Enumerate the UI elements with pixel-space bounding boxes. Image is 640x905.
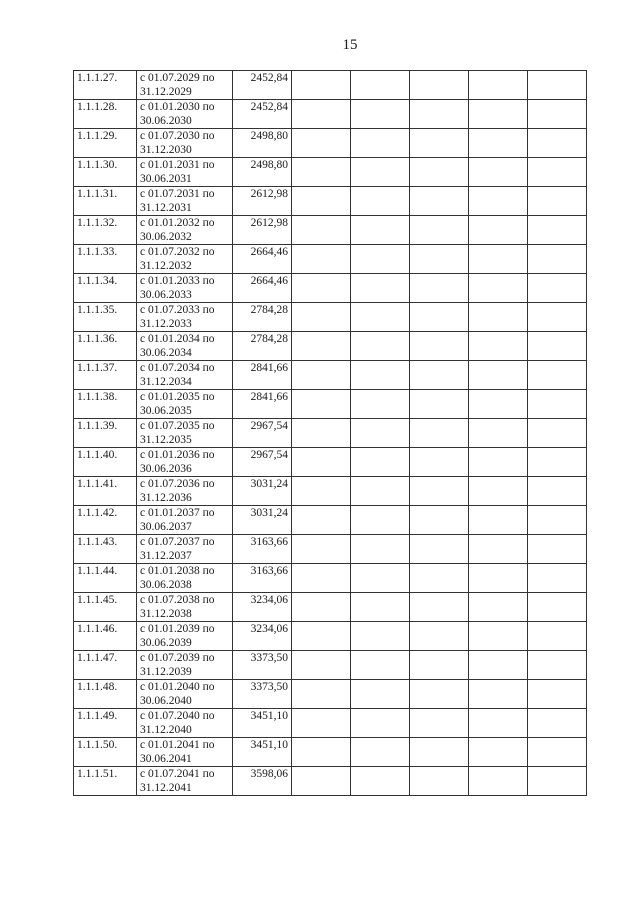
table-row	[74, 680, 587, 709]
empty-cell	[292, 767, 351, 796]
period-from: с 01.01.2037 по	[140, 507, 215, 519]
row-number-cell: 1.1.1.35.	[74, 303, 137, 332]
row-number-cell: 1.1.1.41.	[74, 477, 137, 506]
value-cell: 2612,98	[233, 187, 292, 216]
table-row	[74, 361, 587, 390]
table-row	[74, 100, 587, 129]
empty-cell	[351, 100, 410, 129]
period-to: 30.06.2037	[140, 521, 192, 533]
empty-cell	[528, 361, 587, 390]
empty-cell	[292, 216, 351, 245]
empty-cell	[410, 361, 469, 390]
row-number-cell: 1.1.1.30.	[74, 158, 137, 187]
empty-cell	[351, 187, 410, 216]
period-to: 31.12.2041	[140, 782, 192, 794]
value-cell: 2612,98	[233, 216, 292, 245]
period-cell	[137, 129, 233, 158]
empty-cell	[351, 709, 410, 738]
empty-cell	[410, 506, 469, 535]
empty-cell	[292, 709, 351, 738]
value-cell: 3031,24	[233, 506, 292, 535]
period-cell	[137, 332, 233, 361]
empty-cell	[528, 129, 587, 158]
empty-cell	[469, 564, 528, 593]
empty-cell	[351, 71, 410, 100]
period-cell	[137, 709, 233, 738]
value-cell: 2967,54	[233, 448, 292, 477]
period-from: с 01.01.2038 по	[140, 565, 215, 577]
value-cell: 2452,84	[233, 71, 292, 100]
period-from: с 01.07.2033 по	[140, 304, 215, 316]
empty-cell	[292, 390, 351, 419]
empty-cell	[469, 158, 528, 187]
empty-cell	[292, 680, 351, 709]
empty-cell	[469, 448, 528, 477]
empty-cell	[410, 390, 469, 419]
period-from: с 01.07.2034 по	[140, 362, 215, 374]
empty-cell	[292, 506, 351, 535]
empty-cell	[528, 709, 587, 738]
empty-cell	[351, 419, 410, 448]
period-cell	[137, 680, 233, 709]
value-cell: 2841,66	[233, 390, 292, 419]
value-cell: 2784,28	[233, 332, 292, 361]
period-cell	[137, 361, 233, 390]
empty-cell	[469, 303, 528, 332]
empty-cell	[410, 448, 469, 477]
empty-cell	[410, 158, 469, 187]
empty-cell	[351, 651, 410, 680]
empty-cell	[351, 564, 410, 593]
table-row	[74, 593, 587, 622]
period-from: с 01.01.2035 по	[140, 391, 215, 403]
table-row	[74, 767, 587, 796]
value-cell: 3598,06	[233, 767, 292, 796]
period-from: с 01.01.2041 по	[140, 739, 215, 751]
row-number-cell: 1.1.1.47.	[74, 651, 137, 680]
empty-cell	[292, 158, 351, 187]
empty-cell	[292, 651, 351, 680]
empty-cell	[469, 274, 528, 303]
row-number-cell: 1.1.1.32.	[74, 216, 137, 245]
empty-cell	[351, 390, 410, 419]
empty-cell	[469, 100, 528, 129]
period-to: 30.06.2031	[140, 173, 192, 185]
period-to: 31.12.2036	[140, 492, 192, 504]
empty-cell	[528, 593, 587, 622]
empty-cell	[469, 477, 528, 506]
table-row	[74, 274, 587, 303]
period-from: с 01.07.2032 по	[140, 246, 215, 258]
period-to: 31.12.2038	[140, 608, 192, 620]
empty-cell	[469, 390, 528, 419]
row-number-cell: 1.1.1.40.	[74, 448, 137, 477]
period-cell	[137, 593, 233, 622]
empty-cell	[469, 245, 528, 274]
period-from: с 01.01.2030 по	[140, 101, 215, 113]
empty-cell	[469, 71, 528, 100]
empty-cell	[410, 332, 469, 361]
value-cell: 2664,46	[233, 274, 292, 303]
table-row	[74, 390, 587, 419]
empty-cell	[351, 448, 410, 477]
value-cell: 2498,80	[233, 158, 292, 187]
period-from: с 01.07.2041 по	[140, 768, 215, 780]
period-to: 30.06.2030	[140, 115, 192, 127]
period-from: с 01.07.2035 по	[140, 420, 215, 432]
table-row	[74, 506, 587, 535]
empty-cell	[469, 187, 528, 216]
period-from: с 01.01.2040 по	[140, 681, 215, 693]
empty-cell	[292, 245, 351, 274]
empty-cell	[292, 535, 351, 564]
period-from: с 01.07.2029 по	[140, 72, 215, 84]
empty-cell	[351, 622, 410, 651]
value-cell: 2452,84	[233, 100, 292, 129]
period-cell	[137, 419, 233, 448]
empty-cell	[351, 245, 410, 274]
empty-cell	[410, 564, 469, 593]
period-to: 31.12.2034	[140, 376, 192, 388]
empty-cell	[528, 448, 587, 477]
period-to: 31.12.2040	[140, 724, 192, 736]
row-number-cell: 1.1.1.48.	[74, 680, 137, 709]
empty-cell	[292, 593, 351, 622]
tariff-table-body	[74, 71, 587, 796]
period-to: 30.06.2041	[140, 753, 192, 765]
empty-cell	[292, 622, 351, 651]
row-number-cell: 1.1.1.44.	[74, 564, 137, 593]
row-number-cell: 1.1.1.36.	[74, 332, 137, 361]
row-number-cell: 1.1.1.43.	[74, 535, 137, 564]
empty-cell	[410, 767, 469, 796]
table-row	[74, 216, 587, 245]
period-to: 31.12.2032	[140, 260, 192, 272]
empty-cell	[469, 332, 528, 361]
table-row	[74, 332, 587, 361]
empty-cell	[528, 100, 587, 129]
empty-cell	[469, 216, 528, 245]
empty-cell	[292, 274, 351, 303]
row-number-cell: 1.1.1.49.	[74, 709, 137, 738]
empty-cell	[528, 622, 587, 651]
period-cell	[137, 187, 233, 216]
period-from: с 01.07.2031 по	[140, 188, 215, 200]
row-number-cell: 1.1.1.37.	[74, 361, 137, 390]
empty-cell	[292, 71, 351, 100]
period-from: с 01.01.2031 по	[140, 159, 215, 171]
table-row	[74, 651, 587, 680]
row-number-cell: 1.1.1.27.	[74, 71, 137, 100]
table-row	[74, 303, 587, 332]
empty-cell	[469, 767, 528, 796]
empty-cell	[410, 535, 469, 564]
value-cell: 3234,06	[233, 622, 292, 651]
period-cell	[137, 100, 233, 129]
empty-cell	[410, 593, 469, 622]
empty-cell	[469, 593, 528, 622]
value-cell: 3373,50	[233, 651, 292, 680]
value-cell: 3234,06	[233, 593, 292, 622]
value-cell: 3451,10	[233, 738, 292, 767]
table-row	[74, 448, 587, 477]
period-from: с 01.07.2037 по	[140, 536, 215, 548]
empty-cell	[528, 767, 587, 796]
empty-cell	[410, 274, 469, 303]
period-from: с 01.07.2036 по	[140, 478, 215, 490]
empty-cell	[410, 216, 469, 245]
period-to: 30.06.2034	[140, 347, 192, 359]
empty-cell	[528, 187, 587, 216]
period-cell	[137, 303, 233, 332]
value-cell: 2664,46	[233, 245, 292, 274]
empty-cell	[410, 245, 469, 274]
period-cell	[137, 535, 233, 564]
period-to: 31.12.2031	[140, 202, 192, 214]
empty-cell	[351, 535, 410, 564]
period-to: 31.12.2029	[140, 86, 192, 98]
empty-cell	[351, 274, 410, 303]
empty-cell	[528, 680, 587, 709]
empty-cell	[528, 216, 587, 245]
period-cell	[137, 767, 233, 796]
empty-cell	[528, 477, 587, 506]
table-row	[74, 129, 587, 158]
table-row	[74, 245, 587, 274]
period-to: 31.12.2037	[140, 550, 192, 562]
row-number-cell: 1.1.1.29.	[74, 129, 137, 158]
value-cell: 3163,66	[233, 535, 292, 564]
value-cell: 2967,54	[233, 419, 292, 448]
empty-cell	[410, 709, 469, 738]
period-to: 30.06.2032	[140, 231, 192, 243]
empty-cell	[469, 506, 528, 535]
empty-cell	[292, 564, 351, 593]
period-to: 31.12.2033	[140, 318, 192, 330]
empty-cell	[469, 709, 528, 738]
empty-cell	[410, 622, 469, 651]
empty-cell	[528, 303, 587, 332]
table-row	[74, 535, 587, 564]
period-from: с 01.07.2038 по	[140, 594, 215, 606]
table-row	[74, 158, 587, 187]
row-number-cell: 1.1.1.42.	[74, 506, 137, 535]
table-row	[74, 71, 587, 100]
table-row	[74, 564, 587, 593]
empty-cell	[528, 274, 587, 303]
value-cell: 2498,80	[233, 129, 292, 158]
empty-cell	[469, 419, 528, 448]
period-from: с 01.01.2033 по	[140, 275, 215, 287]
period-from: с 01.01.2034 по	[140, 333, 215, 345]
empty-cell	[528, 245, 587, 274]
period-cell	[137, 245, 233, 274]
empty-cell	[528, 564, 587, 593]
period-to: 30.06.2039	[140, 637, 192, 649]
value-cell: 3451,10	[233, 709, 292, 738]
empty-cell	[469, 361, 528, 390]
empty-cell	[410, 477, 469, 506]
table-row	[74, 187, 587, 216]
period-cell	[137, 216, 233, 245]
period-cell	[137, 390, 233, 419]
empty-cell	[292, 187, 351, 216]
table-row	[74, 419, 587, 448]
period-from: с 01.07.2040 по	[140, 710, 215, 722]
empty-cell	[469, 129, 528, 158]
period-to: 30.06.2035	[140, 405, 192, 417]
empty-cell	[410, 738, 469, 767]
empty-cell	[469, 622, 528, 651]
period-cell	[137, 622, 233, 651]
empty-cell	[351, 303, 410, 332]
period-to: 31.12.2035	[140, 434, 192, 446]
period-to: 30.06.2033	[140, 289, 192, 301]
period-to: 30.06.2040	[140, 695, 192, 707]
row-number-cell: 1.1.1.38.	[74, 390, 137, 419]
row-number-cell: 1.1.1.33.	[74, 245, 137, 274]
value-cell: 3031,24	[233, 477, 292, 506]
row-number-cell: 1.1.1.28.	[74, 100, 137, 129]
period-from: с 01.01.2036 по	[140, 449, 215, 461]
table-row	[74, 622, 587, 651]
empty-cell	[351, 738, 410, 767]
empty-cell	[410, 187, 469, 216]
row-number-cell: 1.1.1.31.	[74, 187, 137, 216]
period-to: 30.06.2036	[140, 463, 192, 475]
table-row	[74, 738, 587, 767]
empty-cell	[292, 738, 351, 767]
empty-cell	[410, 100, 469, 129]
period-to: 30.06.2038	[140, 579, 192, 591]
value-cell: 3373,50	[233, 680, 292, 709]
empty-cell	[410, 303, 469, 332]
period-cell	[137, 448, 233, 477]
value-cell: 2784,28	[233, 303, 292, 332]
empty-cell	[528, 419, 587, 448]
empty-cell	[469, 680, 528, 709]
empty-cell	[351, 332, 410, 361]
table-row	[74, 709, 587, 738]
period-to: 31.12.2039	[140, 666, 192, 678]
empty-cell	[351, 680, 410, 709]
empty-cell	[528, 332, 587, 361]
period-cell	[137, 564, 233, 593]
empty-cell	[351, 361, 410, 390]
empty-cell	[292, 361, 351, 390]
empty-cell	[351, 767, 410, 796]
empty-cell	[410, 680, 469, 709]
row-number-cell: 1.1.1.39.	[74, 419, 137, 448]
period-cell	[137, 158, 233, 187]
empty-cell	[528, 71, 587, 100]
period-cell	[137, 274, 233, 303]
empty-cell	[469, 651, 528, 680]
empty-cell	[469, 738, 528, 767]
period-cell	[137, 506, 233, 535]
empty-cell	[410, 71, 469, 100]
row-number-cell: 1.1.1.51.	[74, 767, 137, 796]
period-from: с 01.01.2032 по	[140, 217, 215, 229]
value-cell: 2841,66	[233, 361, 292, 390]
empty-cell	[292, 129, 351, 158]
period-from: с 01.07.2030 по	[140, 130, 215, 142]
period-to: 31.12.2030	[140, 144, 192, 156]
empty-cell	[528, 738, 587, 767]
table-row	[74, 477, 587, 506]
empty-cell	[528, 506, 587, 535]
period-cell	[137, 477, 233, 506]
row-number-cell: 1.1.1.34.	[74, 274, 137, 303]
row-number-cell: 1.1.1.45.	[74, 593, 137, 622]
empty-cell	[351, 593, 410, 622]
empty-cell	[410, 419, 469, 448]
page-number: 15	[342, 37, 358, 53]
empty-cell	[351, 477, 410, 506]
empty-cell	[351, 506, 410, 535]
empty-cell	[528, 535, 587, 564]
empty-cell	[292, 448, 351, 477]
empty-cell	[410, 651, 469, 680]
empty-cell	[351, 129, 410, 158]
period-cell	[137, 71, 233, 100]
empty-cell	[292, 332, 351, 361]
empty-cell	[292, 477, 351, 506]
empty-cell	[528, 390, 587, 419]
empty-cell	[528, 651, 587, 680]
empty-cell	[292, 303, 351, 332]
empty-cell	[292, 419, 351, 448]
row-number-cell: 1.1.1.50.	[74, 738, 137, 767]
period-cell	[137, 738, 233, 767]
empty-cell	[351, 158, 410, 187]
value-cell: 3163,66	[233, 564, 292, 593]
row-number-cell: 1.1.1.46.	[74, 622, 137, 651]
empty-cell	[351, 216, 410, 245]
empty-cell	[410, 129, 469, 158]
empty-cell	[292, 100, 351, 129]
empty-cell	[528, 158, 587, 187]
period-from: с 01.01.2039 по	[140, 623, 215, 635]
period-cell	[137, 651, 233, 680]
empty-cell	[469, 535, 528, 564]
period-from: с 01.07.2039 по	[140, 652, 215, 664]
tariff-table	[73, 70, 587, 796]
